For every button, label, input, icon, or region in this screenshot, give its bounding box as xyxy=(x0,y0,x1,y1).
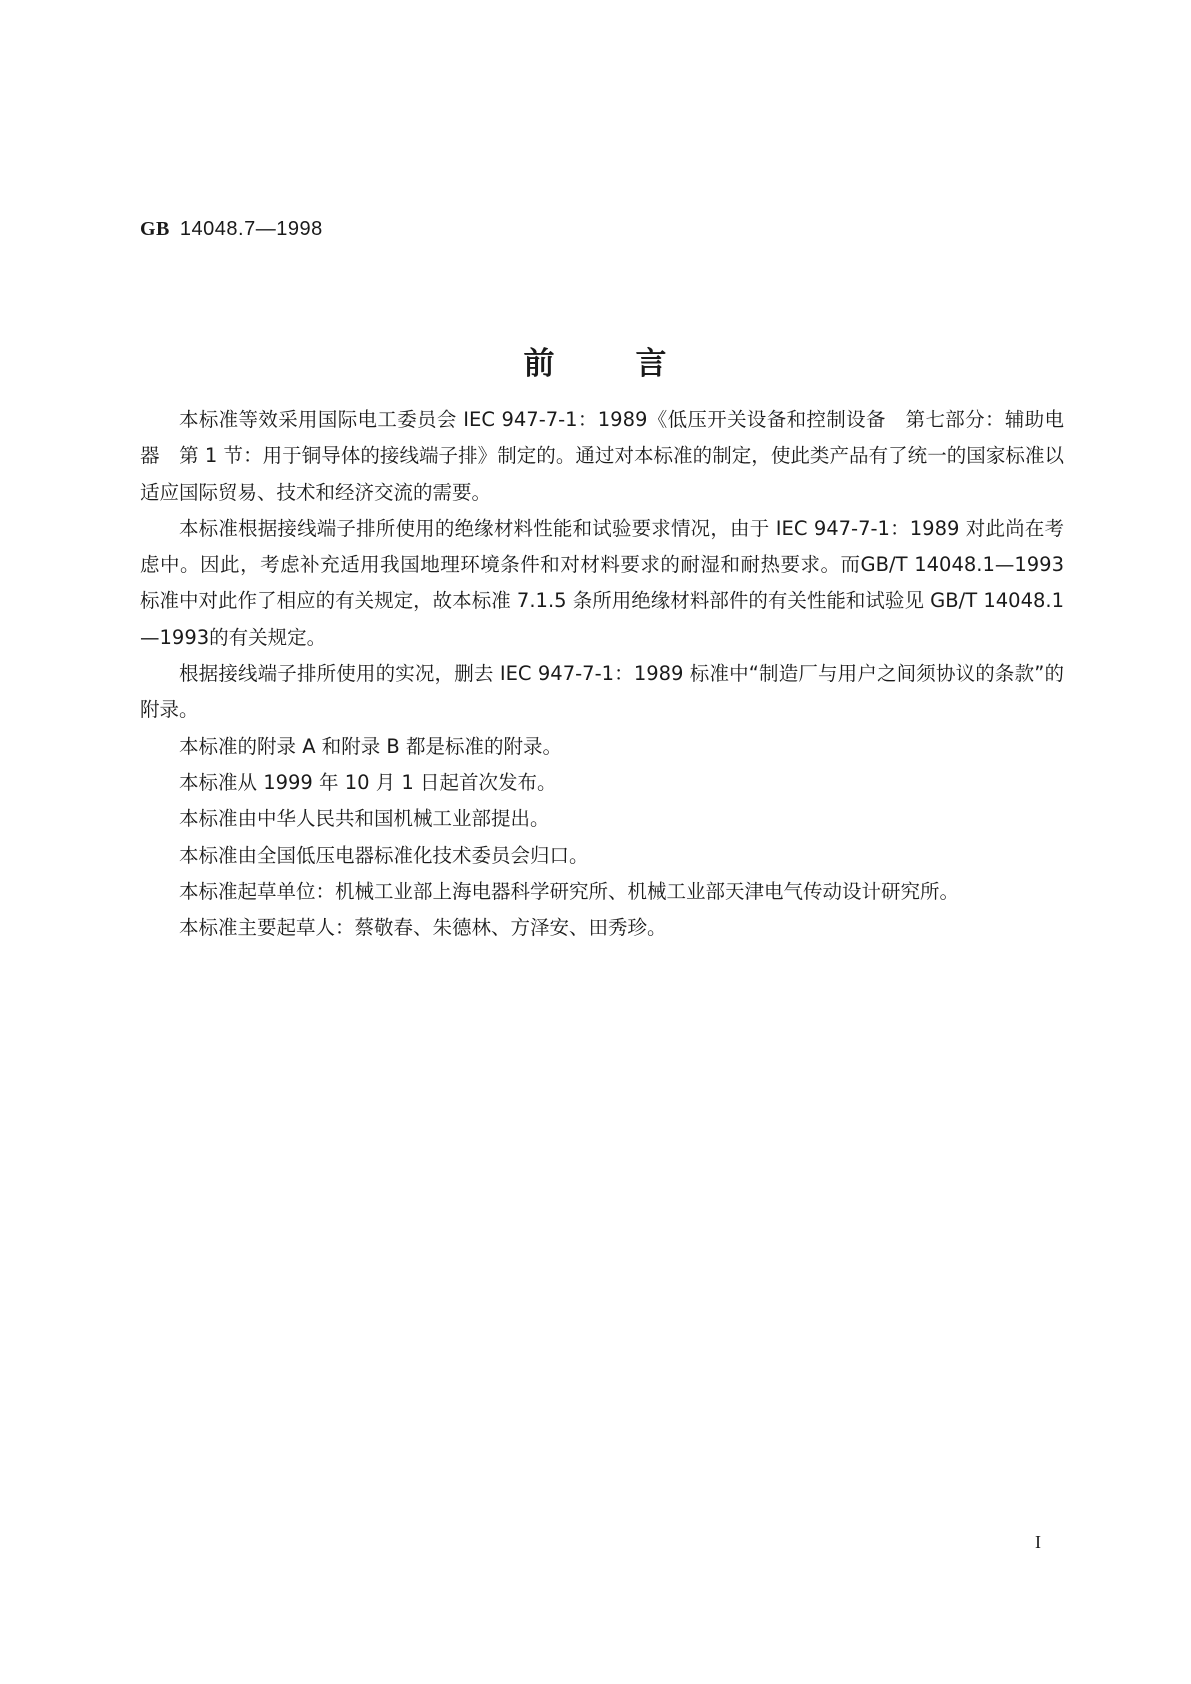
paragraph-annexes: 本标准的附录 A 和附录 B 都是标准的附录。 xyxy=(179,734,563,758)
paragraph-issue-date: 本标准从 1999 年 10 月 1 日起首次发布。 xyxy=(179,770,557,794)
paragraph-drafting-units: 本标准起草单位：机械工业部上海电器科学研究所、机械工业部天津电气传动设计研究所。 xyxy=(179,879,960,903)
standard-code: 14048.7—1998 xyxy=(179,218,323,240)
title-char-2: 言 xyxy=(635,346,668,382)
paragraph-proposer: 本标准由中华人民共和国机械工业部提出。 xyxy=(179,807,550,831)
standard-prefix: GB xyxy=(140,218,170,240)
paragraph-adoption: 本标准等效采用国际电工委员会 IEC 947-7-1：1989《低压开关设备和控制设备 第七部分：辅助电器 第 1 节：用于铜导体的接线端子排》制定的。通过对本标准的制定，使此类产品有了统一的国家标准以适应国际贸易、技术和经济交流的需要。 xyxy=(140,408,1064,504)
paragraph-technical-committee: 本标准由全国低压电器标准化技术委员会归口。 xyxy=(179,843,589,867)
title-char-1: 前 xyxy=(523,346,556,382)
page-number: I xyxy=(1035,1532,1041,1552)
standard-number xyxy=(140,218,323,241)
foreword-body xyxy=(140,402,1064,946)
page-title xyxy=(0,338,1191,383)
paragraph-deleted-annex: 根据接线端子排所使用的实况，删去 IEC 947-7-1：1989 标准中“制造厂与用户之间须协议的条款”的附录。 xyxy=(140,662,1064,722)
paragraph-drafters: 本标准主要起草人：蔡敬春、朱德林、方泽安、田秀珍。 xyxy=(179,916,667,940)
paragraph-materials: 本标准根据接线端子排所使用的绝缘材料性能和试验要求情况，由于 IEC 947-7-1：1989 对此尚在考虑中。因此，考虑补充适用我国地理环境条件和对材料要求的耐湿和耐热要求。而GB/T 14048.1—1993 标准中对此作了相应的有关规定，故本标准 7.1.5 条所用绝缘材料部件的有关性能和试验见 GB/T 14048.1—1993的有关规定。 xyxy=(140,516,1064,649)
